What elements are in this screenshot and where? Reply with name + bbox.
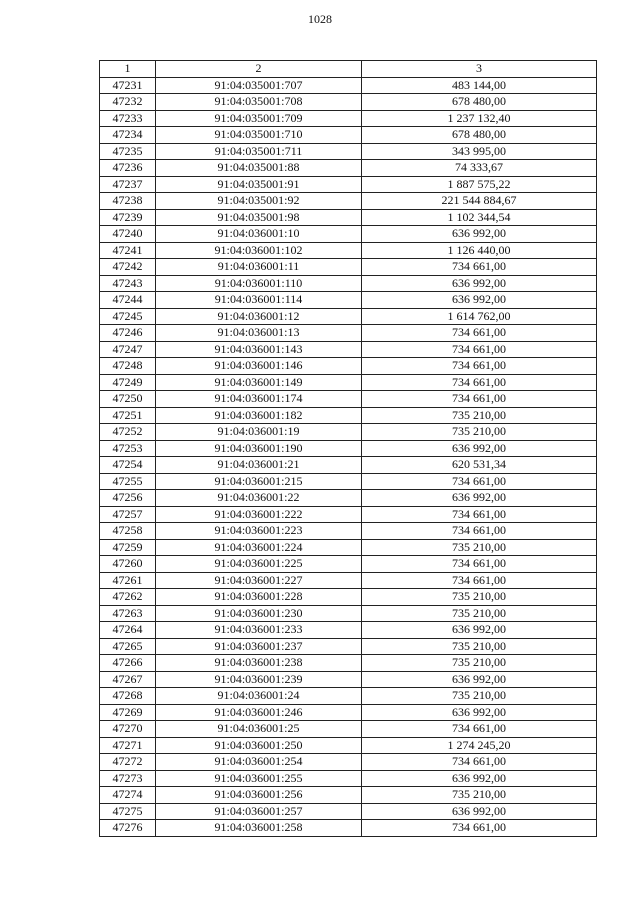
table-row xyxy=(100,226,597,243)
value-cell: 735 210,00 xyxy=(362,655,597,672)
value-cell: 735 210,00 xyxy=(362,688,597,705)
value-cell: 734 661,00 xyxy=(362,754,597,771)
cadastral-number-cell: 91:04:036001:224 xyxy=(156,539,362,556)
cadastral-number-cell: 91:04:036001:255 xyxy=(156,770,362,787)
value-cell: 636 992,00 xyxy=(362,440,597,457)
registry-table xyxy=(99,60,597,837)
cadastral-number-cell: 91:04:036001:258 xyxy=(156,820,362,837)
row-index-cell: 47240 xyxy=(100,226,156,243)
table-row xyxy=(100,176,597,193)
row-index-cell: 47262 xyxy=(100,589,156,606)
value-cell: 734 661,00 xyxy=(362,572,597,589)
row-index-cell: 47248 xyxy=(100,358,156,375)
row-index-cell: 47276 xyxy=(100,820,156,837)
table-row xyxy=(100,325,597,342)
row-index-cell: 47270 xyxy=(100,721,156,738)
cadastral-number-cell: 91:04:036001:233 xyxy=(156,622,362,639)
cadastral-number-cell: 91:04:036001:257 xyxy=(156,803,362,820)
value-cell: 735 210,00 xyxy=(362,638,597,655)
table-row xyxy=(100,539,597,556)
row-index-cell: 47236 xyxy=(100,160,156,177)
row-index-cell: 47234 xyxy=(100,127,156,144)
value-cell: 734 661,00 xyxy=(362,391,597,408)
cadastral-number-cell: 91:04:035001:711 xyxy=(156,143,362,160)
cadastral-number-cell: 91:04:036001:254 xyxy=(156,754,362,771)
cadastral-number-cell: 91:04:036001:114 xyxy=(156,292,362,309)
table-row xyxy=(100,622,597,639)
row-index-cell: 47259 xyxy=(100,539,156,556)
cadastral-number-cell: 91:04:036001:222 xyxy=(156,506,362,523)
table-row xyxy=(100,308,597,325)
cadastral-number-cell: 91:04:036001:102 xyxy=(156,242,362,259)
value-cell: 734 661,00 xyxy=(362,374,597,391)
value-cell: 734 661,00 xyxy=(362,820,597,837)
value-cell: 735 210,00 xyxy=(362,589,597,606)
table-row xyxy=(100,110,597,127)
value-cell: 636 992,00 xyxy=(362,622,597,639)
value-cell: 636 992,00 xyxy=(362,275,597,292)
value-cell: 636 992,00 xyxy=(362,704,597,721)
row-index-cell: 47263 xyxy=(100,605,156,622)
cadastral-number-cell: 91:04:036001:174 xyxy=(156,391,362,408)
row-index-cell: 47267 xyxy=(100,671,156,688)
table-row xyxy=(100,704,597,721)
value-cell: 636 992,00 xyxy=(362,671,597,688)
table-row xyxy=(100,94,597,111)
table-row xyxy=(100,688,597,705)
value-cell: 734 661,00 xyxy=(362,325,597,342)
row-index-cell: 47244 xyxy=(100,292,156,309)
table-row xyxy=(100,572,597,589)
column-header-value: 3 xyxy=(362,61,597,78)
page-number: 1028 xyxy=(308,12,332,26)
value-cell: 678 480,00 xyxy=(362,127,597,144)
value-cell: 620 531,34 xyxy=(362,457,597,474)
row-index-cell: 47251 xyxy=(100,407,156,424)
cadastral-number-cell: 91:04:036001:256 xyxy=(156,787,362,804)
row-index-cell: 47271 xyxy=(100,737,156,754)
row-index-cell: 47242 xyxy=(100,259,156,276)
cadastral-number-cell: 91:04:036001:12 xyxy=(156,308,362,325)
row-index-cell: 47274 xyxy=(100,787,156,804)
cadastral-number-cell: 91:04:035001:98 xyxy=(156,209,362,226)
row-index-cell: 47252 xyxy=(100,424,156,441)
table-row xyxy=(100,341,597,358)
value-cell: 735 210,00 xyxy=(362,407,597,424)
value-cell: 734 661,00 xyxy=(362,358,597,375)
table-row xyxy=(100,770,597,787)
row-index-cell: 47265 xyxy=(100,638,156,655)
value-cell: 636 992,00 xyxy=(362,490,597,507)
cadastral-number-cell: 91:04:036001:239 xyxy=(156,671,362,688)
value-cell: 1 126 440,00 xyxy=(362,242,597,259)
table-row xyxy=(100,259,597,276)
row-index-cell: 47231 xyxy=(100,77,156,94)
row-index-cell: 47261 xyxy=(100,572,156,589)
table-row xyxy=(100,523,597,540)
row-index-cell: 47258 xyxy=(100,523,156,540)
table-row xyxy=(100,374,597,391)
cadastral-number-cell: 91:04:036001:225 xyxy=(156,556,362,573)
value-cell: 735 210,00 xyxy=(362,539,597,556)
table-row xyxy=(100,275,597,292)
cadastral-number-cell: 91:04:036001:228 xyxy=(156,589,362,606)
row-index-cell: 47232 xyxy=(100,94,156,111)
value-cell: 734 661,00 xyxy=(362,556,597,573)
row-index-cell: 47269 xyxy=(100,704,156,721)
cadastral-number-cell: 91:04:036001:22 xyxy=(156,490,362,507)
value-cell: 734 661,00 xyxy=(362,473,597,490)
cadastral-number-cell: 91:04:036001:230 xyxy=(156,605,362,622)
value-cell: 636 992,00 xyxy=(362,226,597,243)
cadastral-number-cell: 91:04:036001:13 xyxy=(156,325,362,342)
table-row xyxy=(100,754,597,771)
table-row xyxy=(100,556,597,573)
value-cell: 735 210,00 xyxy=(362,605,597,622)
value-cell: 735 210,00 xyxy=(362,424,597,441)
row-index-cell: 47256 xyxy=(100,490,156,507)
cadastral-number-cell: 91:04:036001:146 xyxy=(156,358,362,375)
value-cell: 1 274 245,20 xyxy=(362,737,597,754)
value-cell: 735 210,00 xyxy=(362,787,597,804)
value-cell: 678 480,00 xyxy=(362,94,597,111)
cadastral-number-cell: 91:04:036001:10 xyxy=(156,226,362,243)
table-header xyxy=(100,61,597,78)
row-index-cell: 47250 xyxy=(100,391,156,408)
table-row xyxy=(100,77,597,94)
row-index-cell: 47233 xyxy=(100,110,156,127)
value-cell: 636 992,00 xyxy=(362,803,597,820)
table-row xyxy=(100,160,597,177)
value-cell: 734 661,00 xyxy=(362,721,597,738)
column-header-index: 1 xyxy=(100,61,156,78)
table-row xyxy=(100,490,597,507)
cadastral-number-cell: 91:04:036001:215 xyxy=(156,473,362,490)
cadastral-number-cell: 91:04:035001:709 xyxy=(156,110,362,127)
row-index-cell: 47253 xyxy=(100,440,156,457)
table-row xyxy=(100,721,597,738)
row-index-cell: 47245 xyxy=(100,308,156,325)
cadastral-number-cell: 91:04:036001:238 xyxy=(156,655,362,672)
table-row xyxy=(100,589,597,606)
cadastral-number-cell: 91:04:036001:143 xyxy=(156,341,362,358)
table-body xyxy=(100,77,597,836)
table-row xyxy=(100,820,597,837)
value-cell: 221 544 884,67 xyxy=(362,193,597,210)
cadastral-number-cell: 91:04:035001:708 xyxy=(156,94,362,111)
table-row xyxy=(100,292,597,309)
table-row xyxy=(100,440,597,457)
row-index-cell: 47235 xyxy=(100,143,156,160)
cadastral-number-cell: 91:04:036001:182 xyxy=(156,407,362,424)
value-cell: 1 614 762,00 xyxy=(362,308,597,325)
table-row xyxy=(100,803,597,820)
table-row xyxy=(100,193,597,210)
table-row xyxy=(100,655,597,672)
row-index-cell: 47247 xyxy=(100,341,156,358)
value-cell: 734 661,00 xyxy=(362,506,597,523)
table-row xyxy=(100,391,597,408)
table-row xyxy=(100,605,597,622)
cadastral-number-cell: 91:04:036001:250 xyxy=(156,737,362,754)
table-row xyxy=(100,143,597,160)
row-index-cell: 47243 xyxy=(100,275,156,292)
row-index-cell: 47246 xyxy=(100,325,156,342)
row-index-cell: 47241 xyxy=(100,242,156,259)
value-cell: 483 144,00 xyxy=(362,77,597,94)
cadastral-number-cell: 91:04:036001:227 xyxy=(156,572,362,589)
cadastral-number-cell: 91:04:036001:149 xyxy=(156,374,362,391)
value-cell: 636 992,00 xyxy=(362,770,597,787)
cadastral-number-cell: 91:04:036001:110 xyxy=(156,275,362,292)
cadastral-number-cell: 91:04:035001:91 xyxy=(156,176,362,193)
table-row xyxy=(100,209,597,226)
value-cell: 74 333,67 xyxy=(362,160,597,177)
cadastral-number-cell: 91:04:036001:11 xyxy=(156,259,362,276)
cadastral-number-cell: 91:04:036001:223 xyxy=(156,523,362,540)
table-row xyxy=(100,506,597,523)
row-index-cell: 47268 xyxy=(100,688,156,705)
row-index-cell: 47237 xyxy=(100,176,156,193)
cadastral-number-cell: 91:04:036001:21 xyxy=(156,457,362,474)
table-row xyxy=(100,457,597,474)
cadastral-number-cell: 91:04:036001:19 xyxy=(156,424,362,441)
row-index-cell: 47257 xyxy=(100,506,156,523)
row-index-cell: 47239 xyxy=(100,209,156,226)
cadastral-number-cell: 91:04:035001:710 xyxy=(156,127,362,144)
row-index-cell: 47249 xyxy=(100,374,156,391)
value-cell: 1 102 344,54 xyxy=(362,209,597,226)
cadastral-number-cell: 91:04:036001:246 xyxy=(156,704,362,721)
row-index-cell: 47255 xyxy=(100,473,156,490)
cadastral-number-cell: 91:04:035001:92 xyxy=(156,193,362,210)
header-row xyxy=(100,61,597,78)
cadastral-number-cell: 91:04:035001:707 xyxy=(156,77,362,94)
row-index-cell: 47260 xyxy=(100,556,156,573)
row-index-cell: 47254 xyxy=(100,457,156,474)
table-row xyxy=(100,127,597,144)
row-index-cell: 47273 xyxy=(100,770,156,787)
row-index-cell: 47272 xyxy=(100,754,156,771)
table-row xyxy=(100,638,597,655)
table-row xyxy=(100,737,597,754)
value-cell: 343 995,00 xyxy=(362,143,597,160)
value-cell: 734 661,00 xyxy=(362,259,597,276)
value-cell: 734 661,00 xyxy=(362,523,597,540)
value-cell: 1 887 575,22 xyxy=(362,176,597,193)
cadastral-number-cell: 91:04:036001:24 xyxy=(156,688,362,705)
value-cell: 1 237 132,40 xyxy=(362,110,597,127)
table-row xyxy=(100,407,597,424)
cadastral-number-cell: 91:04:035001:88 xyxy=(156,160,362,177)
row-index-cell: 47238 xyxy=(100,193,156,210)
table-row xyxy=(100,671,597,688)
cadastral-number-cell: 91:04:036001:190 xyxy=(156,440,362,457)
column-header-cadastral-number: 2 xyxy=(156,61,362,78)
cadastral-number-cell: 91:04:036001:25 xyxy=(156,721,362,738)
cadastral-number-cell: 91:04:036001:237 xyxy=(156,638,362,655)
row-index-cell: 47264 xyxy=(100,622,156,639)
table-row xyxy=(100,473,597,490)
table-row xyxy=(100,424,597,441)
table-row xyxy=(100,358,597,375)
table-row xyxy=(100,787,597,804)
value-cell: 636 992,00 xyxy=(362,292,597,309)
table-row xyxy=(100,242,597,259)
value-cell: 734 661,00 xyxy=(362,341,597,358)
row-index-cell: 47266 xyxy=(100,655,156,672)
row-index-cell: 47275 xyxy=(100,803,156,820)
